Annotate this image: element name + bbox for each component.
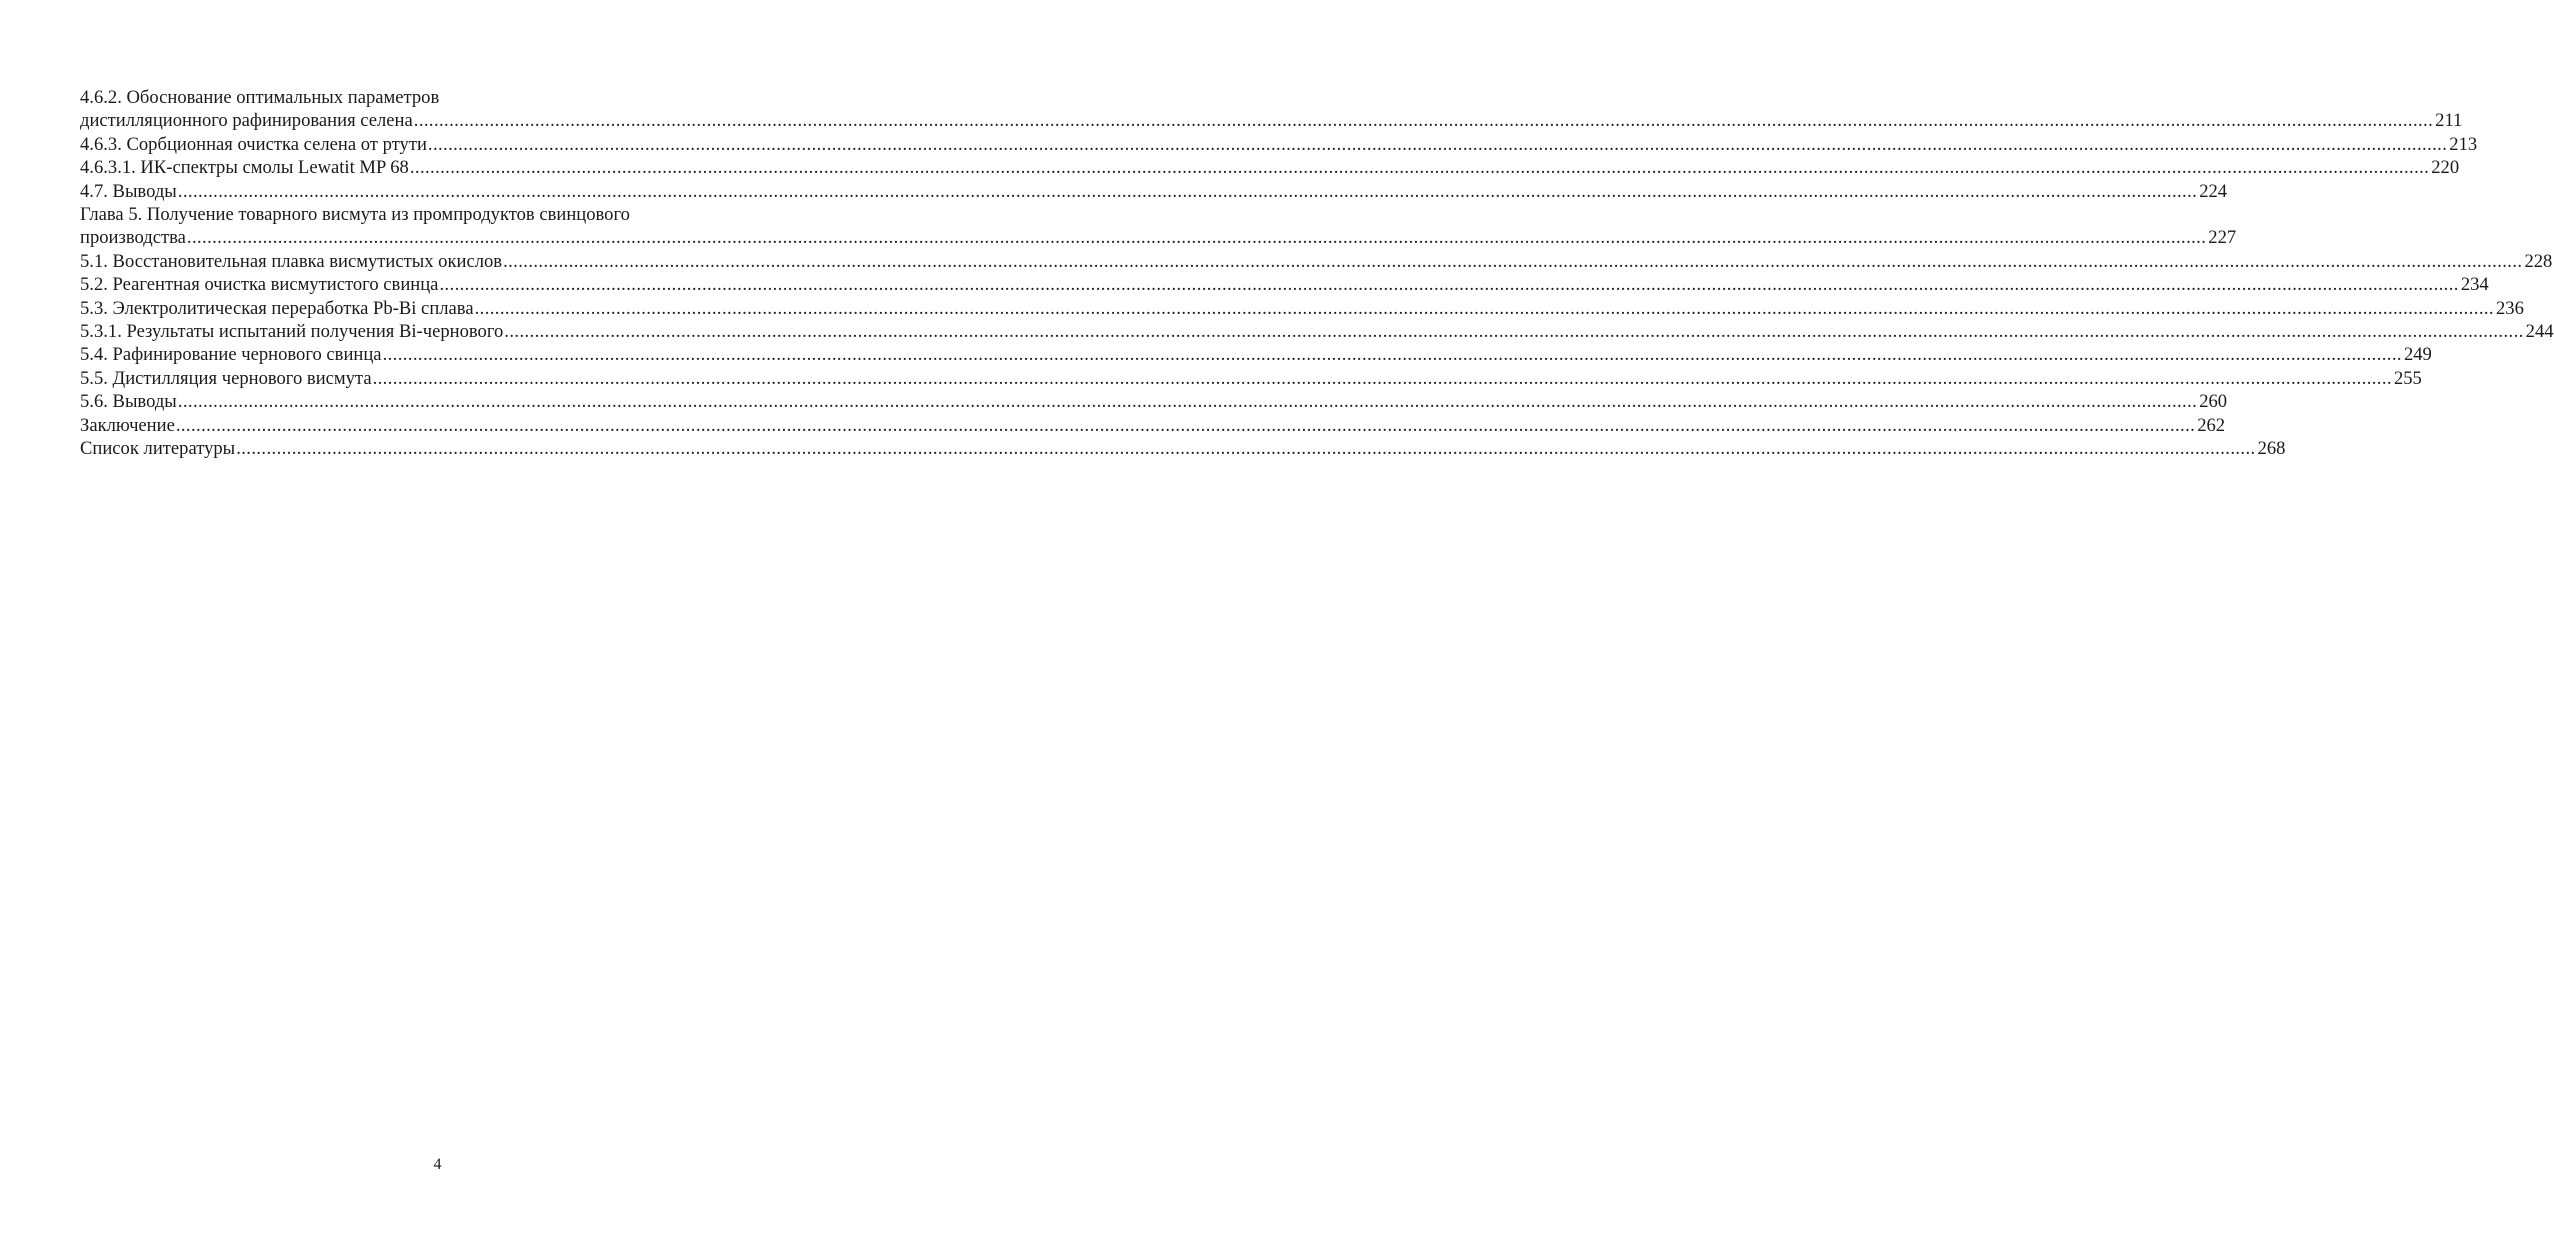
dot-leader: ................................................................................................................................................................................................................................................................................................................................................................................................................ <box>186 227 2207 249</box>
dot-leader: ................................................................................................................................................................................................................................................................................................................................................................................................................ <box>427 133 2448 155</box>
toc-entry-title: Заключение <box>80 414 175 436</box>
toc-entry-title: производства <box>80 227 186 249</box>
toc-entry-line <box>80 297 2524 320</box>
dot-leader: ................................................................................................................................................................................................................................................................................................................................................................................................................ <box>177 180 2198 202</box>
toc-entry-line <box>80 367 2422 390</box>
toc-entry-title: 5.3.1. Результаты испытаний получения Bi-чернового <box>80 321 504 343</box>
toc-entry-page: 255 <box>2393 367 2422 389</box>
toc-entry-line <box>80 226 2237 249</box>
toc-entry <box>80 343 2432 366</box>
dot-leader: ................................................................................................................................................................................................................................................................................................................................................................................................................ <box>175 414 2196 436</box>
toc-entry-page: 220 <box>2431 157 2460 179</box>
dot-leader: ................................................................................................................................................................................................................................................................................................................................................................................................................ <box>474 297 2494 319</box>
toc-entry-page: 213 <box>2449 133 2478 155</box>
toc-entry-page: 236 <box>2495 297 2524 319</box>
toc-entry-title: 4.6.3.1. ИК-спектры смолы Lewatit MP 68 <box>80 157 409 179</box>
toc-entry-title-line: 4.6.2. Обоснование оптимальных параметров <box>80 87 440 108</box>
toc-entry-title: 5.4. Рафинирование чернового свинца <box>80 344 382 366</box>
toc-entry-title: 5.2. Реагентная очистка висмутистого свинца <box>80 274 439 296</box>
dot-leader: ................................................................................................................................................................................................................................................................................................................................................................................................................ <box>439 274 2459 296</box>
toc-entry <box>80 297 2524 320</box>
toc-entry <box>80 273 2489 296</box>
toc-entry-line <box>80 273 2489 296</box>
toc-entry-line <box>80 343 2432 366</box>
toc-entry <box>80 203 2237 250</box>
dot-leader: ................................................................................................................................................................................................................................................................................................................................................................................................................ <box>503 250 2523 272</box>
toc-entry-title: 5.1. Восстановительная плавка висмутистых окислов <box>80 250 503 272</box>
toc-entry-line <box>80 250 2553 273</box>
toc-entry-title: 5.3. Электролитическая переработка Pb-Bi сплава <box>80 297 474 319</box>
toc-entry-title-line: Глава 5. Получение товарного висмута из промпродуктов свинцового <box>80 204 630 226</box>
toc-entry-page: 227 <box>2208 227 2237 249</box>
toc-entry-page: 211 <box>2435 110 2463 132</box>
toc-entry <box>80 437 2286 460</box>
toc-entry-title: 4.6.3. Сорбционная очистка селена от ртути <box>80 133 427 155</box>
toc-entry-page: 268 <box>2257 438 2286 460</box>
toc-entry-page: 228 <box>2524 250 2553 272</box>
dot-leader: ................................................................................................................................................................................................................................................................................................................................................................................................................ <box>504 321 2524 343</box>
dot-leader: ................................................................................................................................................................................................................................................................................................................................................................................................................ <box>177 391 2198 413</box>
toc-entry-title: 5.6. Выводы <box>80 391 177 413</box>
toc-entry-line <box>80 390 2228 413</box>
toc-entry-line <box>80 133 2478 156</box>
toc-entry <box>80 390 2228 413</box>
toc-entry-line <box>80 156 2460 179</box>
toc-entry-page: 260 <box>2199 391 2228 413</box>
dot-leader: ................................................................................................................................................................................................................................................................................................................................................................................................................ <box>413 110 2434 132</box>
toc-entry-line <box>80 180 2228 203</box>
toc-entry-page: 224 <box>2199 180 2228 202</box>
toc-entry-page: 249 <box>2403 344 2432 366</box>
toc-entry <box>80 133 2478 156</box>
toc-entry-line <box>80 109 2463 132</box>
toc-entry <box>80 156 2460 179</box>
dot-leader: ................................................................................................................................................................................................................................................................................................................................................................................................................ <box>409 157 2430 179</box>
toc-entry-title: 5.5. Дистилляция чернового висмута <box>80 367 372 389</box>
toc-entry-line <box>80 414 2226 437</box>
toc-entry-line <box>80 320 2554 343</box>
toc-entry <box>80 414 2226 437</box>
toc-entry <box>80 180 2228 203</box>
page-number: 4 <box>433 1156 442 1173</box>
toc-entry-line <box>80 437 2286 460</box>
dot-leader: ................................................................................................................................................................................................................................................................................................................................................................................................................ <box>372 367 2392 389</box>
toc-entry-page: 234 <box>2460 274 2489 296</box>
toc-entry-title: 4.7. Выводы <box>80 180 177 202</box>
toc-entry-title: Список литературы <box>80 438 236 460</box>
dot-leader: ................................................................................................................................................................................................................................................................................................................................................................................................................ <box>382 344 2402 366</box>
toc-entry <box>80 250 2553 273</box>
toc-entry <box>80 320 2554 343</box>
table-of-contents <box>80 86 2554 461</box>
toc-entry-title: дистилляционного рафинирования селена <box>80 110 413 132</box>
toc-entry-page: 244 <box>2525 321 2554 343</box>
toc-entry <box>80 86 2463 133</box>
dot-leader: ................................................................................................................................................................................................................................................................................................................................................................................................................ <box>236 438 2256 460</box>
toc-entry-page: 262 <box>2197 414 2226 436</box>
toc-entry <box>80 367 2422 390</box>
